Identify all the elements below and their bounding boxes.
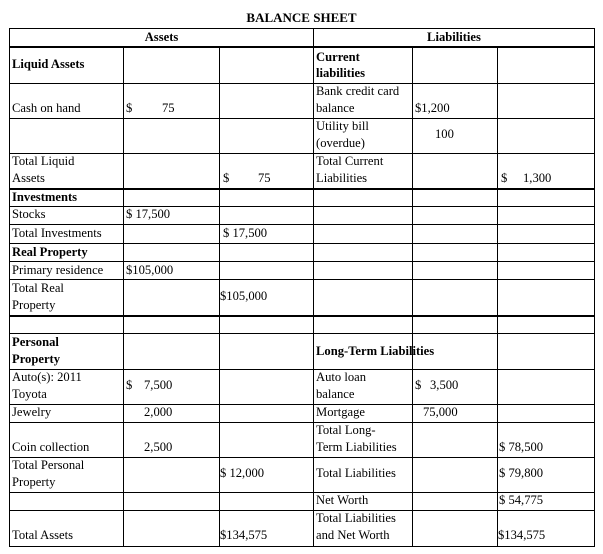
primary-residence-amount: $105,000 [126, 263, 174, 277]
investments-heading: Investments [12, 190, 78, 204]
grid-line-h [9, 510, 314, 511]
stocks-amount: $ 17,500 [126, 207, 171, 221]
liabilities-header: Liabilities [427, 30, 481, 44]
grid-line-h [9, 83, 314, 84]
total-liabilities-net-worth-amount: $134,575 [498, 528, 546, 542]
autos-currency: $ [126, 378, 133, 392]
grid-line-h [313, 206, 595, 207]
long-term-liabilities-heading: Long-Term Liabilities [316, 344, 435, 358]
total-liabilities-net-worth-label-l2: and Net Worth [316, 528, 390, 542]
grid-line-v [497, 46, 498, 547]
mortgage-label: Mortgage [316, 405, 365, 419]
grid-line-v [313, 28, 314, 547]
grid-line-h [9, 243, 314, 244]
total-liquid-amount: 75 [258, 171, 271, 185]
autos-label-l1: Auto(s): 2011 [12, 370, 82, 384]
mortgage-amount: 75,000 [423, 405, 458, 419]
grid-line-h [313, 188, 595, 190]
jewelry-amount: 2,000 [144, 405, 173, 419]
total-assets-amount: $134,575 [220, 528, 268, 542]
auto-loan-label-l1: Auto loan [316, 370, 367, 384]
cash-on-hand-label: Cash on hand [12, 101, 81, 115]
utility-bill-label-l1: Utility bill [316, 119, 369, 133]
coin-collection-amount: 2,500 [144, 440, 173, 454]
coin-collection-label: Coin collection [12, 440, 90, 454]
total-current-amount: 1,300 [523, 171, 552, 185]
utility-bill-label-l2: (overdue) [316, 136, 365, 150]
grid-line-h [9, 261, 314, 262]
grid-line-h [9, 492, 314, 493]
jewelry-label: Jewelry [12, 405, 52, 419]
grid-line-v [594, 28, 595, 547]
grid-line-v [123, 46, 124, 547]
bank-credit-card-label-l2: balance [316, 101, 355, 115]
total-current-currency: $ [501, 171, 508, 185]
grid-line-h [313, 243, 595, 244]
total-current-label-l1: Total Current [316, 154, 384, 168]
total-liquid-currency: $ [223, 171, 230, 185]
grid-line-h [9, 333, 314, 334]
total-real-property-amount: $105,000 [220, 289, 268, 303]
total-long-term-label-l1: Total Long- [316, 423, 376, 437]
grid-line-h [313, 315, 595, 317]
utility-bill-amount: 100 [435, 127, 454, 141]
grid-line-h [313, 261, 595, 262]
primary-residence-label: Primary residence [12, 263, 104, 277]
real-property-heading: Real Property [12, 245, 88, 259]
stocks-label: Stocks [12, 207, 46, 221]
auto-loan-label-l2: balance [316, 387, 355, 401]
personal-property-heading-l2: Property [12, 352, 61, 366]
total-investments-label: Total Investments [12, 226, 102, 240]
total-real-property-label-l2: Property [12, 298, 56, 312]
total-personal-property-label-l1: Total Personal [12, 458, 85, 472]
grid-line-h [9, 28, 595, 29]
total-personal-property-amount: $ 12,000 [220, 466, 265, 480]
grid-line-h [313, 224, 595, 225]
total-real-property-label-l1: Total Real [12, 281, 64, 295]
grid-line-h [313, 333, 595, 334]
grid-line-h [9, 118, 314, 119]
grid-line-h [9, 546, 595, 547]
net-worth-label: Net Worth [316, 493, 369, 507]
cash-on-hand-currency: $ [126, 101, 133, 115]
bank-credit-card-amount: $1,200 [415, 101, 450, 115]
grid-line-h [313, 457, 595, 458]
total-assets-label: Total Assets [12, 528, 74, 542]
autos-amount: 7,500 [144, 378, 173, 392]
personal-property-heading-l1: Personal [12, 335, 59, 349]
total-liabilities-label: Total Liabilities [316, 466, 396, 480]
total-long-term-amount: $ 78,500 [499, 440, 544, 454]
total-liquid-label-l1: Total Liquid [12, 154, 75, 168]
cash-on-hand-amount: 75 [162, 101, 175, 115]
total-investments-amount: $ 17,500 [223, 226, 268, 240]
grid-line-h [9, 315, 314, 317]
net-worth-amount: $ 54,775 [499, 493, 544, 507]
total-liabilities-net-worth-label-l1: Total Liabilities [316, 511, 396, 525]
grid-line-h [9, 279, 314, 280]
grid-line-h [9, 46, 595, 48]
grid-line-h [313, 279, 595, 280]
total-long-term-label-l2: Term Liabilities [316, 440, 397, 454]
total-liquid-label-l2: Assets [12, 171, 45, 185]
autos-label-l2: Toyota [12, 387, 47, 401]
bank-credit-card-label-l1: Bank credit card [316, 84, 400, 98]
grid-line-h [9, 422, 314, 423]
grid-line-h [9, 224, 314, 225]
grid-line-v [412, 46, 413, 547]
current-liabilities-heading-l1: Current [316, 50, 360, 64]
total-current-label-l2: Liabilities [316, 171, 368, 185]
assets-header: Assets [144, 30, 179, 44]
total-liabilities-amount: $ 79,800 [499, 466, 544, 480]
current-liabilities-heading-l2: liabilities [316, 66, 365, 80]
grid-line-v [9, 28, 10, 547]
auto-loan-amount: 3,500 [430, 378, 459, 392]
total-personal-property-label-l2: Property [12, 475, 56, 489]
auto-loan-currency: $ [415, 378, 422, 392]
sheet-title: BALANCE SHEET [246, 10, 357, 25]
liquid-assets-heading: Liquid Assets [12, 57, 85, 71]
